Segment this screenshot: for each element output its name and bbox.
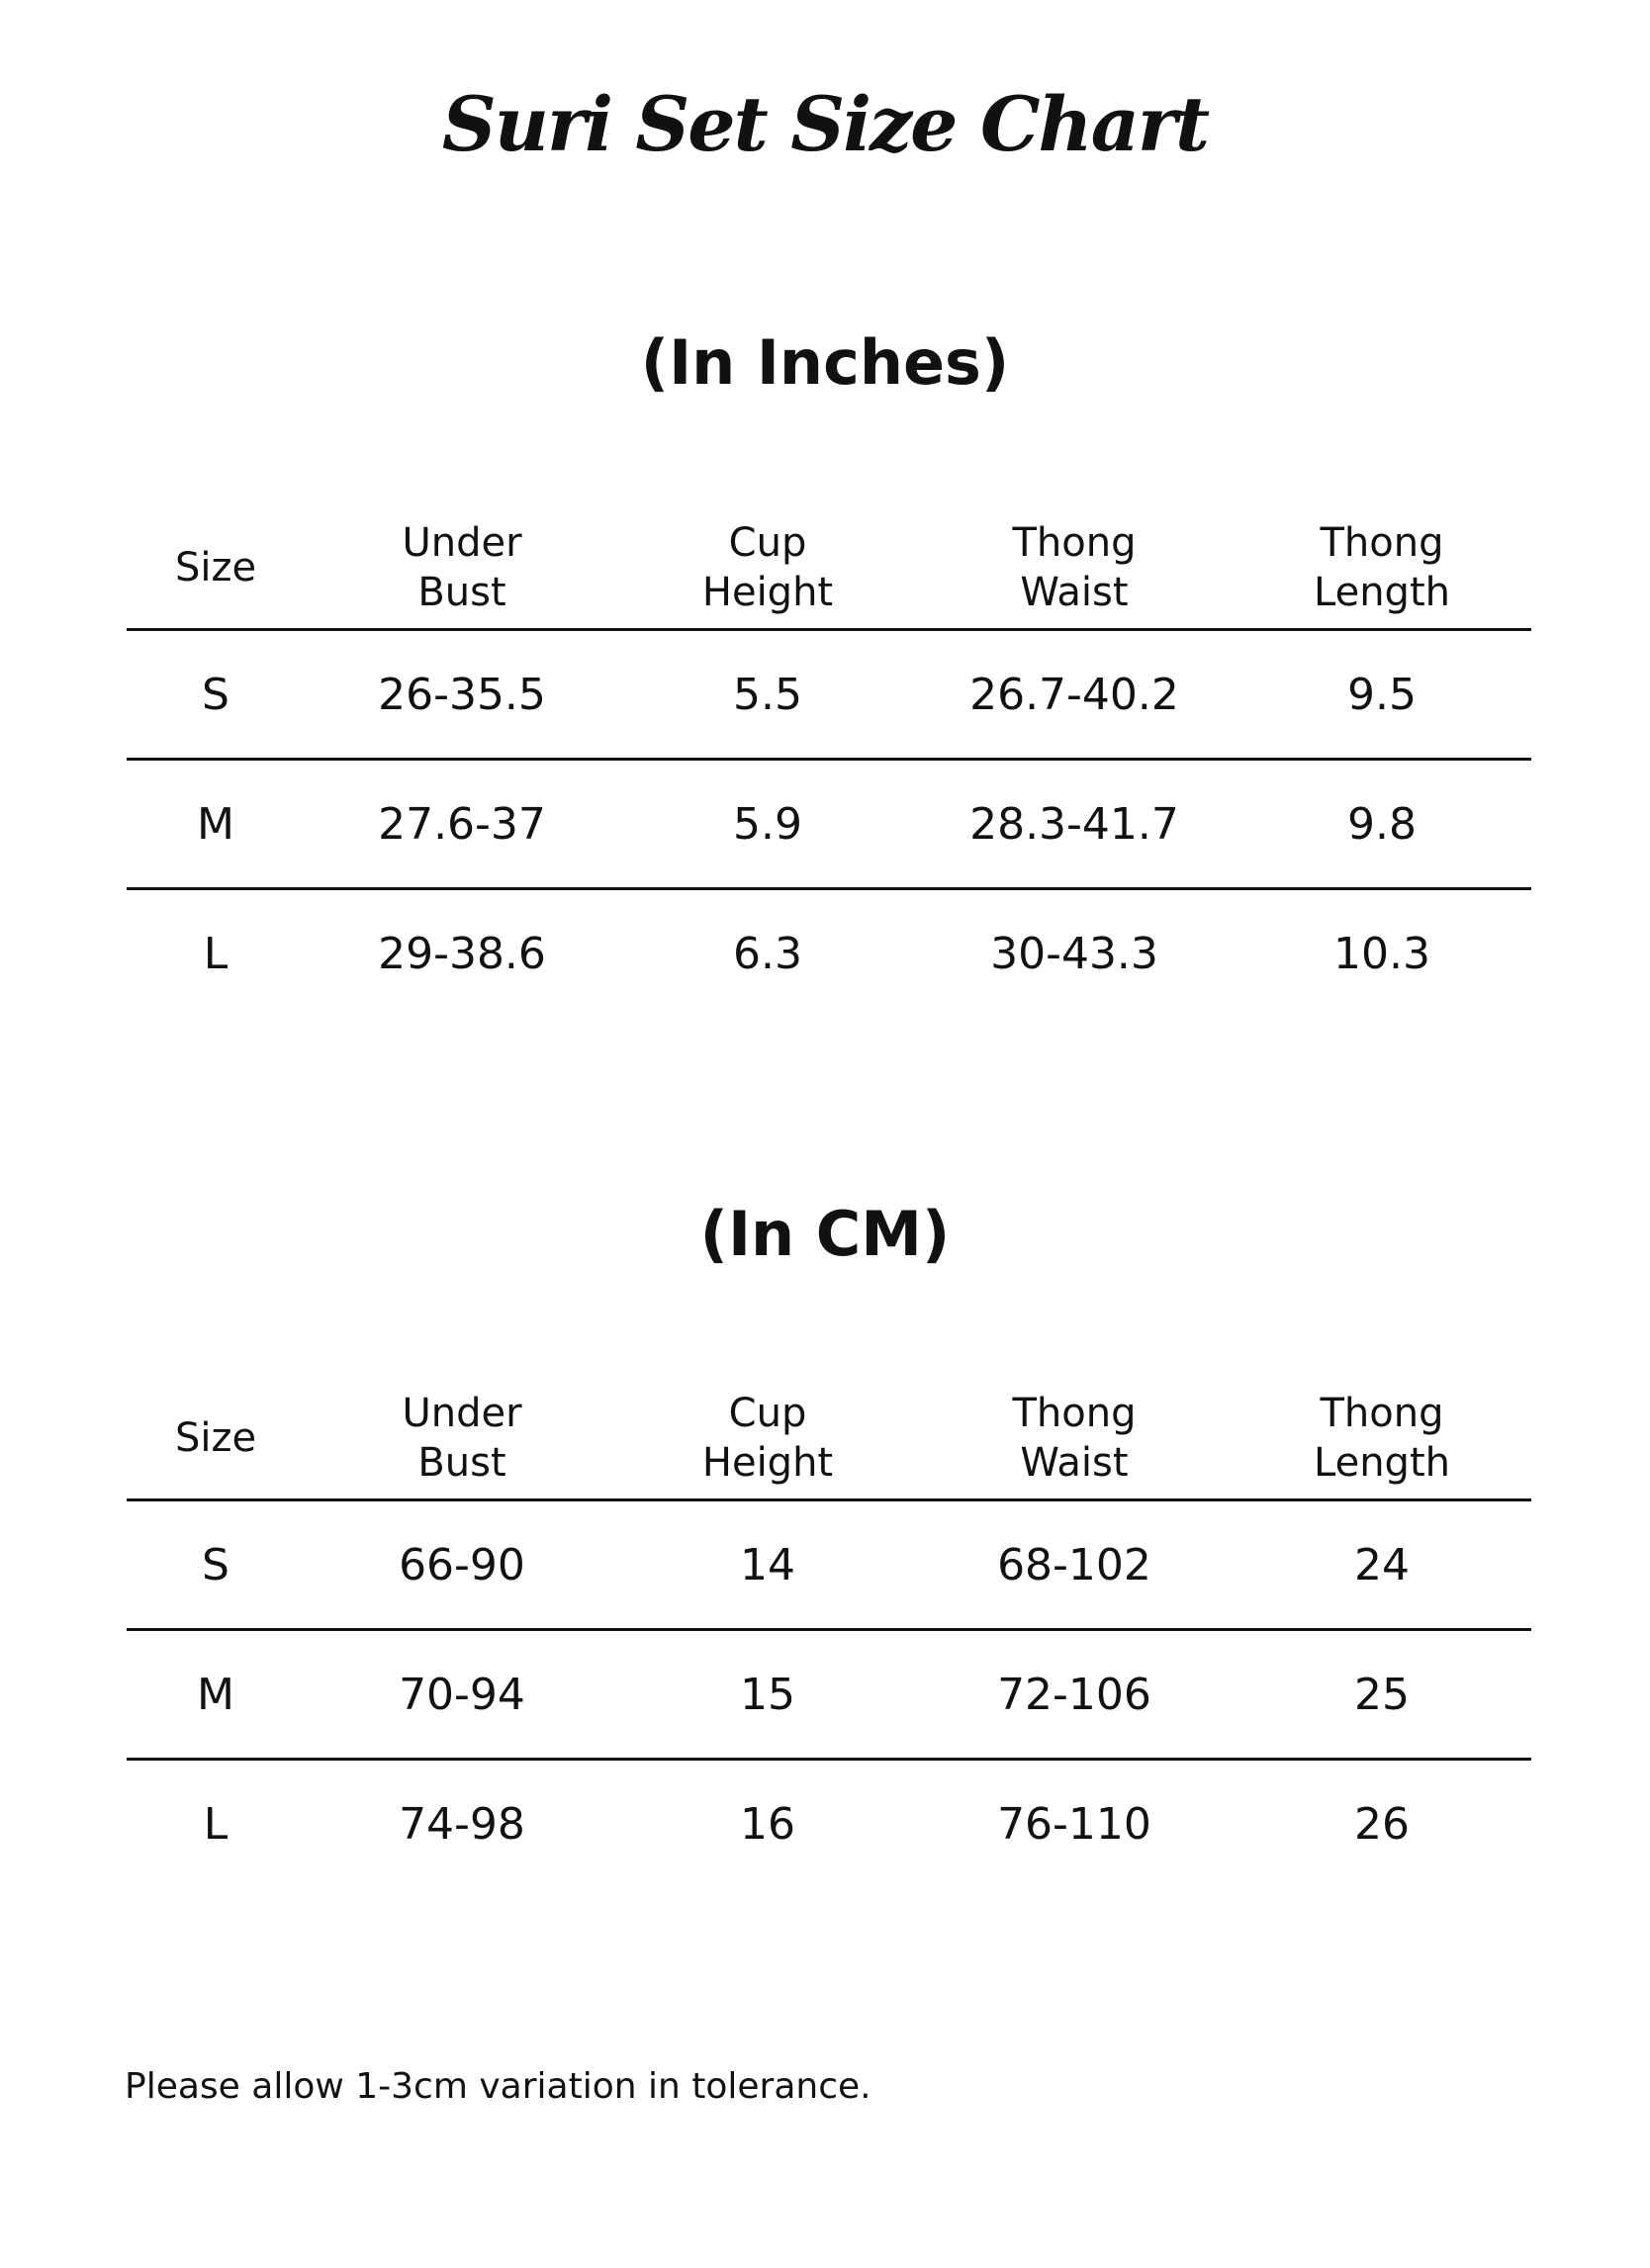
size-cell: M: [127, 760, 305, 889]
table-row: [127, 1630, 1531, 1760]
size-cell: S: [127, 630, 305, 760]
thong-length-cell: 9.8: [1233, 760, 1531, 889]
header-thong-length: [1233, 506, 1531, 630]
thong-length-cell: 26: [1354, 1798, 1410, 1850]
under-bust-cell: 27.6-37: [305, 760, 619, 889]
under-bust-cell: 29-38.6: [378, 928, 546, 979]
thong-waist-cell: 30-43.3: [990, 928, 1158, 979]
header-thong-waist-line-2: Waist: [1020, 1439, 1129, 1486]
thong-length-cell: 24: [1233, 1500, 1531, 1630]
header-thong-length: [1233, 1377, 1531, 1500]
inches-size-table: [127, 506, 1531, 1017]
header-size-label: Size: [174, 544, 257, 590]
header-under-bust-line-2: Bust: [417, 569, 506, 615]
header-size: [127, 506, 305, 630]
size-cell: L: [203, 928, 229, 979]
inches-section-title: (In Inches): [640, 326, 1010, 399]
header-cup-height-line-2: Height: [701, 569, 834, 615]
header-cup-height-line-1: Cup: [728, 1390, 807, 1436]
size-cell: L: [203, 1798, 229, 1850]
cup-height-cell: 6.3: [733, 928, 802, 979]
cup-height-cell: 14: [619, 1500, 916, 1630]
under-bust-cell: 74-98: [399, 1798, 525, 1850]
header-under-bust-line-2: Bust: [417, 1439, 506, 1486]
under-bust-cell: 70-94: [305, 1630, 619, 1760]
header-thong-waist-line-1: Thong: [1012, 519, 1137, 566]
size-cell: S: [127, 1500, 305, 1630]
cm-size-table: [127, 1377, 1531, 1887]
header-under-bust-line-1: Under: [402, 1390, 522, 1436]
header-thong-length-line-1: Thong: [1320, 519, 1444, 566]
table-row: [127, 889, 1531, 1018]
thong-length-cell: 10.3: [1333, 928, 1430, 979]
header-thong-length-line-2: Length: [1314, 569, 1450, 615]
table-row: [127, 760, 1531, 889]
header-under-bust: [305, 1377, 619, 1500]
header-thong-waist: [916, 506, 1233, 630]
cm-section-title: (In CM): [699, 1198, 951, 1270]
cup-height-cell: 16: [740, 1798, 795, 1850]
table-row: [127, 1500, 1531, 1630]
header-thong-waist: [916, 1377, 1233, 1500]
header-cup-height: [619, 1377, 916, 1500]
header-thong-length-line-2: Length: [1314, 1439, 1450, 1486]
header-thong-length-line-1: Thong: [1320, 1390, 1444, 1436]
header-cup-height-line-1: Cup: [728, 519, 807, 566]
table-row: [127, 1760, 1531, 1888]
under-bust-cell: 66-90: [305, 1500, 619, 1630]
header-size: [127, 1377, 305, 1500]
size-cell: M: [127, 1630, 305, 1760]
cup-height-cell: 15: [619, 1630, 916, 1760]
header-thong-waist-line-1: Thong: [1012, 1390, 1137, 1436]
thong-waist-cell: 68-102: [916, 1500, 1233, 1630]
table-header-row: [127, 1377, 1531, 1500]
thong-length-cell: 25: [1233, 1630, 1531, 1760]
thong-waist-cell: 28.3-41.7: [916, 760, 1233, 889]
thong-waist-cell: 76-110: [997, 1798, 1151, 1850]
header-thong-waist-line-2: Waist: [1020, 569, 1129, 615]
tolerance-note: Please allow 1-3cm variation in tolerance.: [125, 2066, 871, 2107]
thong-waist-cell: 26.7-40.2: [916, 630, 1233, 760]
cup-height-cell: 5.9: [619, 760, 916, 889]
header-cup-height-line-2: Height: [701, 1439, 834, 1486]
header-under-bust: [305, 506, 619, 630]
under-bust-cell: 26-35.5: [305, 630, 619, 760]
table-header-row: [127, 506, 1531, 630]
header-cup-height: [619, 506, 916, 630]
page-title: Suri Set Size Chart: [441, 80, 1209, 168]
cup-height-cell: 5.5: [619, 630, 916, 760]
thong-length-cell: 9.5: [1233, 630, 1531, 760]
header-size-label: Size: [174, 1414, 257, 1461]
header-under-bust-line-1: Under: [402, 519, 522, 566]
thong-waist-cell: 72-106: [916, 1630, 1233, 1760]
table-row: [127, 630, 1531, 760]
